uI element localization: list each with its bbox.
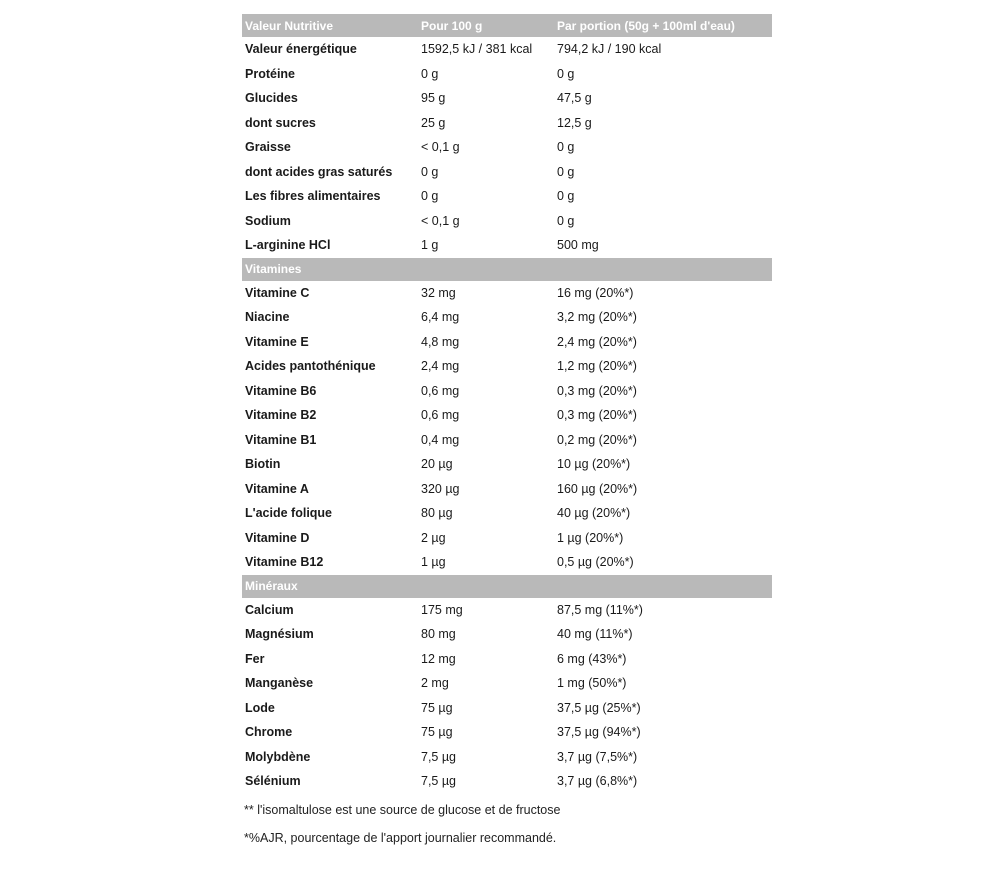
value-per-100g: 2,4 mg xyxy=(421,359,460,374)
nutrient-name: Vitamine D xyxy=(245,530,310,545)
value-per-portion: 794,2 kJ / 190 kcal xyxy=(557,42,662,57)
nutrient-name: Calcium xyxy=(245,602,294,617)
value-per-100g: 2 µg xyxy=(421,530,446,545)
nutrient-name: Vitamine E xyxy=(245,334,309,349)
nutrient-name: Biotin xyxy=(245,457,281,472)
table-row xyxy=(242,622,772,647)
value-per-100g: 0,4 mg xyxy=(421,432,460,447)
value-per-portion: 1 mg (50%*) xyxy=(557,676,627,691)
table-row xyxy=(242,86,772,111)
value-per-100g: 1 g xyxy=(421,238,439,253)
header-nutrient: Valeur Nutritive xyxy=(242,14,418,37)
nutrient-name: Les fibres alimentaires xyxy=(245,189,381,204)
value-per-portion: 1,2 mg (20%*) xyxy=(557,359,637,374)
table-row xyxy=(242,647,772,672)
value-per-portion: 40 mg (11%*) xyxy=(557,627,633,642)
nutrient-name: Fer xyxy=(245,651,265,666)
value-per-100g: 20 µg xyxy=(421,457,453,472)
table-row xyxy=(242,111,772,136)
table-row xyxy=(242,209,772,234)
table-row xyxy=(242,720,772,745)
value-per-100g: 1592,5 kJ / 381 kcal xyxy=(421,42,533,57)
table-header-row xyxy=(242,14,772,37)
value-per-100g: 32 mg xyxy=(421,285,456,300)
table-row xyxy=(242,696,772,721)
header-per-portion: Par portion (50g + 100ml d'eau) xyxy=(554,14,772,37)
nutrient-name: Sodium xyxy=(245,213,291,228)
value-per-100g: 12 mg xyxy=(421,651,456,666)
value-per-portion: 10 µg (20%*) xyxy=(557,457,631,472)
table-body xyxy=(242,37,772,794)
nutrient-name: Niacine xyxy=(245,310,290,325)
value-per-portion: 0 g xyxy=(557,140,575,155)
nutrient-name: Graisse xyxy=(245,140,291,155)
nutrient-name: Vitamine B12 xyxy=(245,555,324,570)
value-per-portion: 6 mg (43%*) xyxy=(557,651,627,666)
section-minerals xyxy=(242,575,772,598)
nutrient-name: Protéine xyxy=(245,66,296,81)
value-per-100g: < 0,1 g xyxy=(421,213,460,228)
nutrient-name: Vitamine B6 xyxy=(245,383,317,398)
nutrient-name: Chrome xyxy=(245,725,293,740)
section-minerals-title: Minéraux xyxy=(242,575,772,598)
value-per-100g: 0,6 mg xyxy=(421,383,460,398)
table-row xyxy=(242,598,772,623)
nutrition-table xyxy=(242,14,772,794)
nutrition-panel xyxy=(242,14,772,852)
table-row xyxy=(242,233,772,258)
nutrient-name: Vitamine A xyxy=(245,481,309,496)
nutrient-name: Vitamine B1 xyxy=(245,432,317,447)
table-row xyxy=(242,428,772,453)
value-per-portion: 160 µg (20%*) xyxy=(557,481,638,496)
table-row xyxy=(242,526,772,551)
table-row xyxy=(242,403,772,428)
value-per-100g: 7,5 µg xyxy=(421,749,457,764)
footnote-isomaltulose: ** l'isomaltulose est une source de glucose et de fructose xyxy=(244,802,561,817)
table-row xyxy=(242,37,772,62)
nutrient-name: Manganèse xyxy=(245,676,314,691)
nutrient-name: Vitamine B2 xyxy=(245,408,317,423)
value-per-portion: 0,5 µg (20%*) xyxy=(557,555,634,570)
value-per-portion: 87,5 mg (11%*) xyxy=(557,602,643,617)
value-per-100g: 1 µg xyxy=(421,555,446,570)
nutrient-name: Magnésium xyxy=(245,627,314,642)
value-per-portion: 0 g xyxy=(557,164,575,179)
value-per-100g: 6,4 mg xyxy=(421,310,460,325)
table-row xyxy=(242,160,772,185)
value-per-portion: 500 mg xyxy=(557,238,599,253)
nutrient-name: L-arginine HCl xyxy=(245,238,331,253)
value-per-100g: 4,8 mg xyxy=(421,334,460,349)
nutrient-name: Acides pantothénique xyxy=(245,359,376,374)
value-per-100g: 75 µg xyxy=(421,700,453,715)
value-per-portion: 3,2 mg (20%*) xyxy=(557,310,637,325)
table-row xyxy=(242,184,772,209)
nutrient-name: Sélénium xyxy=(245,774,301,789)
value-per-portion: 0,2 mg (20%*) xyxy=(557,432,637,447)
section-vitamins-title: Vitamines xyxy=(242,258,772,281)
value-per-100g: 95 g xyxy=(421,91,446,106)
nutrient-name: Vitamine C xyxy=(245,285,310,300)
value-per-portion: 37,5 µg (94%*) xyxy=(557,725,641,740)
value-per-100g: 75 µg xyxy=(421,725,453,740)
value-per-100g: 0 g xyxy=(421,164,439,179)
value-per-100g: 0 g xyxy=(421,66,439,81)
value-per-portion: 16 mg (20%*) xyxy=(557,285,634,300)
nutrient-name: dont sucres xyxy=(245,115,316,130)
value-per-portion: 47,5 g xyxy=(557,91,592,106)
value-per-100g: 80 mg xyxy=(421,627,456,642)
value-per-100g: 25 g xyxy=(421,115,446,130)
nutrient-name: Glucides xyxy=(245,91,298,106)
table-row xyxy=(242,769,772,794)
nutrient-name: Molybdène xyxy=(245,749,311,764)
value-per-100g: 0,6 mg xyxy=(421,408,460,423)
table-row xyxy=(242,305,772,330)
value-per-portion: 3,7 µg (7,5%*) xyxy=(557,749,638,764)
value-per-portion: 40 µg (20%*) xyxy=(557,506,631,521)
nutrient-name: L'acide folique xyxy=(245,506,333,521)
table-row xyxy=(242,671,772,696)
value-per-portion: 37,5 µg (25%*) xyxy=(557,700,641,715)
table-row xyxy=(242,379,772,404)
value-per-portion: 12,5 g xyxy=(557,115,592,130)
value-per-portion: 1 µg (20%*) xyxy=(557,530,624,545)
table-row xyxy=(242,330,772,355)
section-vitamins xyxy=(242,258,772,281)
value-per-portion: 0 g xyxy=(557,213,575,228)
table-row xyxy=(242,62,772,87)
footnote-ajr: *%AJR, pourcentage de l'apport journalier recommandé. xyxy=(244,830,557,845)
table-row xyxy=(242,281,772,306)
nutrient-name: Valeur énergétique xyxy=(245,42,357,57)
table-row xyxy=(242,501,772,526)
table-row xyxy=(242,550,772,575)
value-per-100g: 175 mg xyxy=(421,602,463,617)
value-per-100g: 320 µg xyxy=(421,481,460,496)
value-per-100g: < 0,1 g xyxy=(421,140,460,155)
value-per-portion: 3,7 µg (6,8%*) xyxy=(557,774,638,789)
value-per-portion: 0,3 mg (20%*) xyxy=(557,383,637,398)
table-row xyxy=(242,354,772,379)
value-per-100g: 2 mg xyxy=(421,676,449,691)
table-row xyxy=(242,745,772,770)
header-per-100g: Pour 100 g xyxy=(418,14,554,37)
value-per-portion: 0 g xyxy=(557,189,575,204)
table-row xyxy=(242,135,772,160)
value-per-portion: 0 g xyxy=(557,66,575,81)
value-per-portion: 2,4 mg (20%*) xyxy=(557,334,637,349)
value-per-100g: 7,5 µg xyxy=(421,774,457,789)
value-per-portion: 0,3 mg (20%*) xyxy=(557,408,637,423)
table-row xyxy=(242,452,772,477)
table-row xyxy=(242,477,772,502)
value-per-100g: 0 g xyxy=(421,189,439,204)
value-per-100g: 80 µg xyxy=(421,506,453,521)
nutrient-name: dont acides gras saturés xyxy=(245,164,393,179)
footnotes xyxy=(242,796,772,852)
nutrient-name: Lode xyxy=(245,700,275,715)
